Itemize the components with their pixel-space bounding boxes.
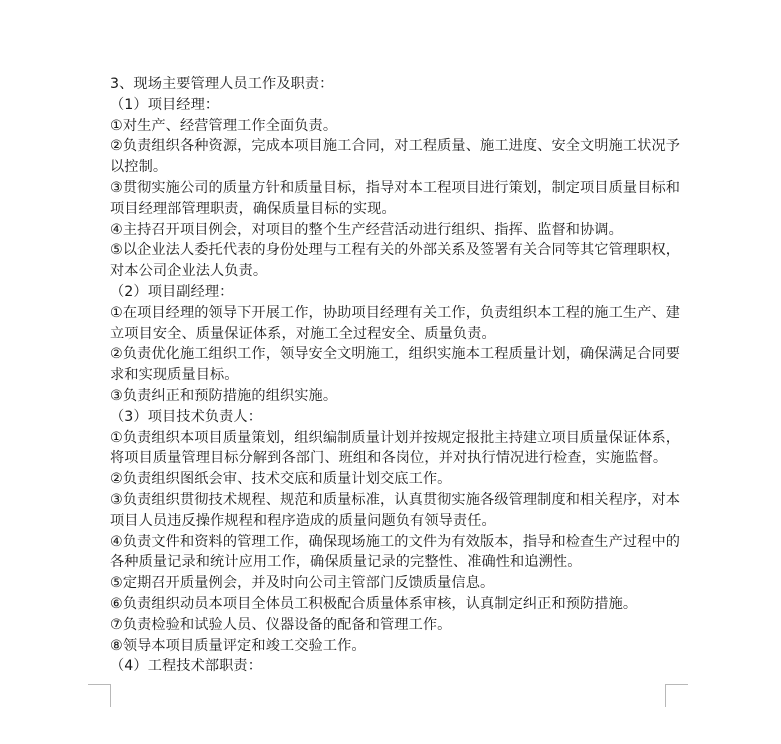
list-item: ③负责组织贯彻技术规程、规范和质量标准，认真贯彻实施各级管理制度和相关程序，对本	[110, 491, 681, 508]
list-item-continuation: 各种质量记录和统计应用工作，确保质量记录的完整性、准确性和追溯性。	[110, 554, 582, 571]
margin-corner-mark-left	[88, 684, 111, 707]
subsection-heading: （1）项目经理：	[110, 96, 220, 113]
subsection-heading: （3）项目技术负责人：	[110, 408, 263, 425]
list-item: ⑤定期召开质量例会，并及时向公司主管部门反馈质量信息。	[110, 575, 495, 592]
document-body	[110, 74, 681, 677]
list-item: ⑦负责检验和试验人员、仪器设备的配备和管理工作。	[110, 616, 452, 633]
list-item: ④主持召开项目例会，对项目的整个生产经营活动进行组织、指挥、监督和协调。	[110, 221, 623, 238]
list-item-continuation: 项目人员违反操作规程和程序造成的质量问题负有领导责任。	[110, 512, 496, 529]
section-heading: 3、现场主要管理人员工作及职责：	[110, 76, 334, 92]
list-item: ①对生产、经营管理工作全面负责。	[110, 117, 338, 134]
list-item-continuation: 对本公司企业法人负责。	[110, 263, 268, 280]
list-item: ④负责文件和资料的管理工作，确保现场施工的文件为有效版本，指导和检查生产过程中的	[110, 533, 681, 550]
list-item-continuation: 求和实现质量目标。	[110, 367, 239, 384]
list-item-continuation: 将项目质量管理目标分解到各部门、班组和各岗位，并对执行情况进行检查，实施监督。	[110, 450, 668, 467]
list-item: ①负责组织本项目质量策划，组织编制质量计划并按规定报批主持建立项目质量保证体系，	[110, 429, 681, 446]
list-item: ②负责组织各种资源，完成本项目施工合同，对工程质量、施工进度、安全文明施工状况予	[110, 138, 681, 155]
list-item: ②负责优化施工组织工作，领导安全文明施工，组织实施本工程质量计划，确保满足合同要	[110, 346, 681, 363]
margin-corner-mark-right	[665, 684, 688, 707]
list-item: ⑧领导本项目质量评定和竣工交验工作。	[110, 637, 366, 654]
list-item: ③贯彻实施公司的质量方针和质量目标，指导对本工程项目进行策划，制定项目质量目标和	[110, 179, 681, 196]
list-item: ②负责组织图纸会审、技术交底和质量计划交底工作。	[110, 471, 452, 488]
list-item-continuation: 以控制。	[110, 159, 168, 176]
subsection-heading: （2）项目副经理：	[110, 283, 234, 300]
list-item: ①在项目经理的领导下开展工作，协助项目经理有关工作，负责组织本工程的施工生产、建	[110, 304, 681, 321]
list-item: ③负责纠正和预防措施的组织实施。	[110, 387, 338, 404]
list-item-continuation: 项目经理部管理职责，确保质量目标的实现。	[110, 200, 396, 217]
list-item: ⑤以企业法人委托代表的身份处理与工程有关的外部关系及签署有关合同等其它管理职权，	[110, 242, 681, 259]
list-item: ⑥负责组织动员本项目全体员工积极配合质量体系审核，认真制定纠正和预防措施。	[110, 595, 638, 612]
subsection-heading: （4）工程技术部职责：	[110, 658, 263, 675]
list-item-continuation: 立项目安全、质量保证体系，对施工全过程安全、质量负责。	[110, 325, 496, 342]
